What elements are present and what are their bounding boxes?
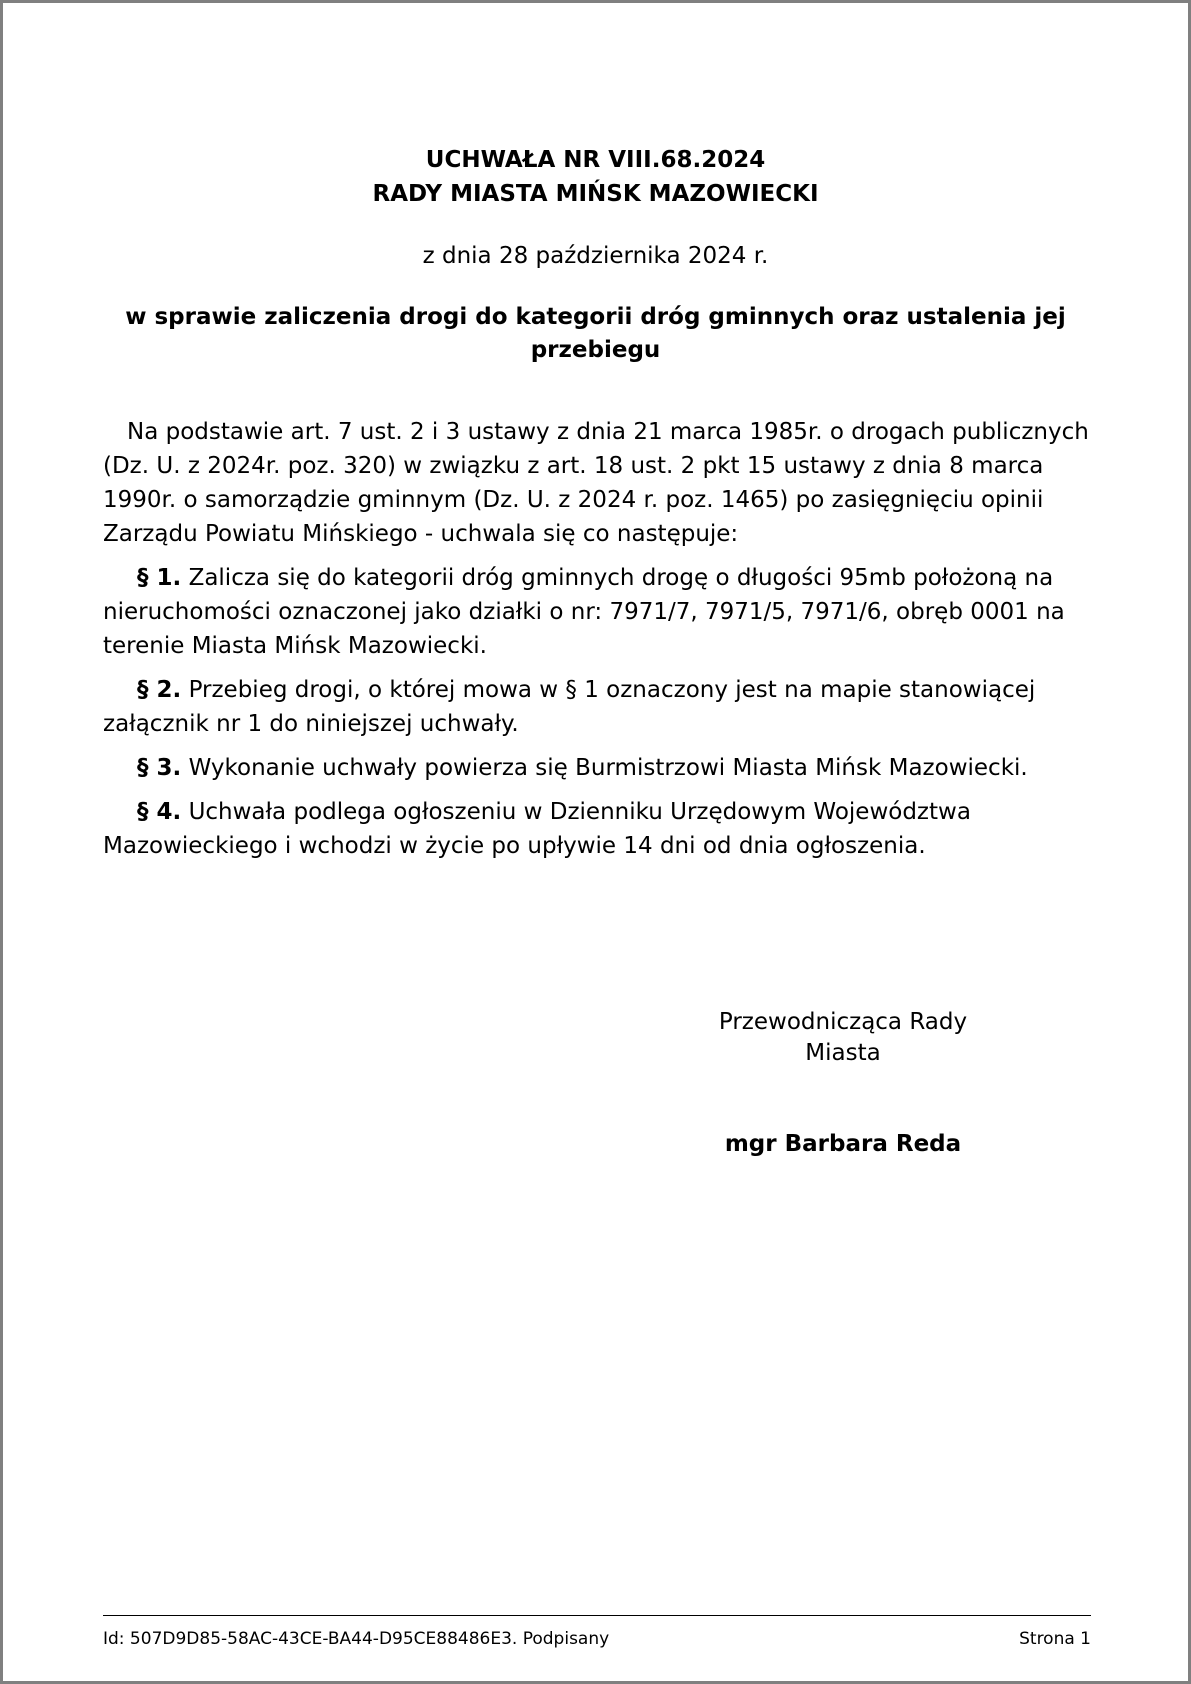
- resolution-body: [103, 415, 1103, 873]
- section-number: § 2.: [137, 677, 182, 703]
- legal-basis-paragraph: Na podstawie art. 7 ust. 2 i 3 ustawy z dnia 21 marca 1985r. o drogach publicznych (Dz. U. z 2024r. poz. 320) w związku z art. 18 ust. 2 pkt 15 ustawy z dnia 8 marca 1990r. o samorządzie gminnym (Dz. U. z 2024 r. poz. 1465) po zasięgnięciu opinii Zarządu Powiatu Mińskiego - uchwala się co następuje:: [103, 419, 1089, 547]
- resolution-subject: w sprawie zaliczenia drogi do kategorii dróg gminnych oraz ustalenia jej przebiegu: [125, 304, 1066, 363]
- page-number: Strona 1: [1019, 1629, 1091, 1649]
- section-text: Wykonanie uchwały powierza się Burmistrzowi Miasta Mińsk Mazowiecki.: [188, 755, 1028, 781]
- resolution-title: [3, 143, 1188, 211]
- signatory-role-continued: Miasta: [805, 1040, 881, 1066]
- section-text: Przebieg drogi, o której mowa w § 1 oznaczony jest na mapie stanowiącej załącznik nr 1 do niniejszej uchwały.: [103, 677, 1036, 737]
- section-text: Uchwała podlega ogłoszeniu w Dzienniku Urzędowym Województwa Mazowieckiego i wchodzi w życie po upływie 14 dni od dnia ogłoszenia.: [103, 799, 971, 859]
- signatory-role: Przewodnicząca Rady: [718, 1009, 968, 1035]
- resolution-date: z dnia 28 października 2024 r.: [422, 243, 769, 269]
- section-number: § 3.: [137, 755, 182, 781]
- signatory-name: mgr Barbara Reda: [724, 1131, 962, 1157]
- section-text: Zalicza się do kategorii dróg gminnych drogę o długości 95mb położoną na nieruchomości oznaczonej jako działki o nr: 7971/7, 7971/5, 7971/6, obręb 0001 na terenie Miasta Mińsk Mazowiecki.: [103, 565, 1065, 659]
- section-number: § 4.: [137, 799, 182, 825]
- resolution-number: UCHWAŁA NR VIII.68.2024: [425, 147, 766, 173]
- document-id: Id: 507D9D85-58AC-43CE-BA44-D95CE88486E3. Podpisany: [103, 1629, 610, 1649]
- section-1: [103, 561, 1103, 663]
- signature-block: [683, 1007, 1003, 1160]
- footer-divider: [103, 1615, 1091, 1616]
- section-3: [103, 751, 1103, 785]
- section-4: [103, 795, 1103, 863]
- section-2: [103, 673, 1103, 741]
- section-number: § 1.: [137, 565, 182, 591]
- council-name: RADY MIASTA MIŃSK MAZOWIECKI: [372, 181, 819, 207]
- page-footer: [103, 1627, 1091, 1651]
